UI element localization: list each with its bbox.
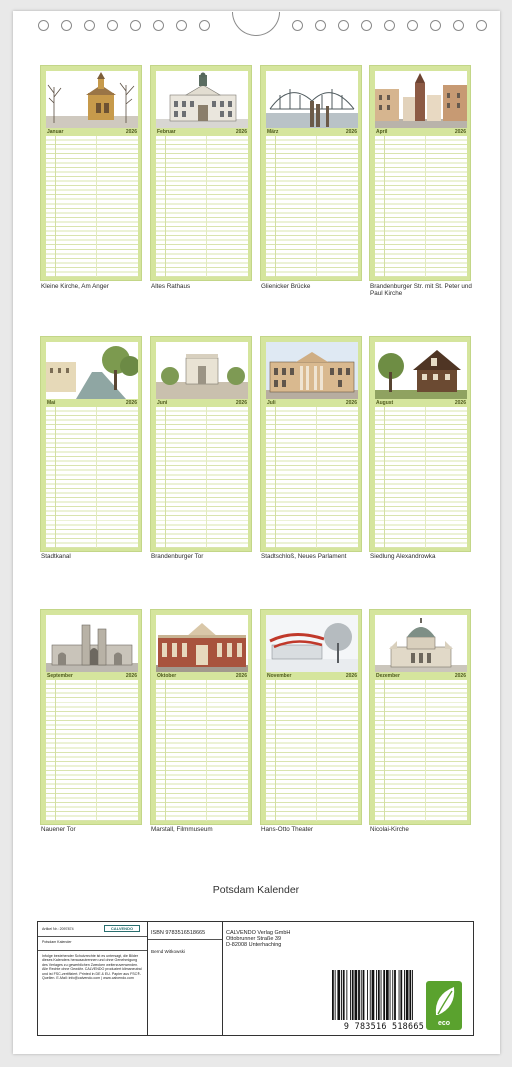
- month-year: 2026: [454, 400, 466, 406]
- calendar-title: Potsdam Kalender: [212, 884, 300, 896]
- publisher-logo: CALVENDO: [104, 925, 140, 932]
- barcode-number: 9 783516 518665: [343, 1021, 425, 1031]
- barcode-bar: [363, 970, 365, 1020]
- caption-september: Nauener Tor: [41, 826, 76, 833]
- barcode-bar: [399, 970, 400, 1020]
- barcode-bar: [390, 970, 391, 1020]
- barcode-bar: [352, 970, 354, 1020]
- month-panel-august: [369, 336, 471, 552]
- month-panel-juli: [260, 336, 362, 552]
- photo-brandenburger-str: [375, 71, 467, 128]
- month-name: September: [47, 673, 73, 679]
- month-year: 2026: [235, 129, 247, 135]
- barcode-bar: [392, 970, 393, 1020]
- month-name: April: [376, 129, 388, 135]
- caption-april: Brandenburger Str. mit St. Peter und Paul Kirche: [370, 283, 472, 298]
- leaf-icon: [426, 981, 462, 1021]
- photo-hans-otto-theater: [266, 615, 358, 672]
- month-panel-maerz: [260, 65, 362, 281]
- month-year: 2026: [125, 673, 137, 679]
- month-year: 2026: [454, 673, 466, 679]
- footer-column-publisher: [223, 922, 312, 1035]
- photo-nicolai-kirche: [375, 615, 467, 672]
- month-header: [375, 129, 467, 135]
- divider: [38, 950, 147, 951]
- month-header: [266, 129, 358, 135]
- photo-nauener-tor: [46, 615, 138, 672]
- month-name: Mai: [47, 400, 56, 406]
- publisher-city: D-82008 Unterhaching: [226, 942, 282, 948]
- footer-column-isbn: [148, 922, 223, 1035]
- photo-marstall-filmmuseum: [156, 615, 248, 672]
- month-panel-januar: [40, 65, 142, 281]
- month-panel-dezember: [369, 609, 471, 825]
- month-panel-mai: [40, 336, 142, 552]
- photo-brandenburger-tor: [156, 342, 248, 399]
- month-header: [46, 129, 138, 135]
- day-grid: [46, 136, 138, 277]
- photo-altes-rathaus: [156, 71, 248, 128]
- binding-hole: [361, 20, 372, 31]
- barcode-bar: [409, 970, 411, 1020]
- photo-siedlung-alexandrowka: [375, 342, 467, 399]
- legal-notice: Infolge bestehender Schutzrechte ist es untersagt, die Bilder dieses Kalenders herauszutrennen und ohne Genehmigung des Verlages zu gewerblichen Zwecken weiterzuverwenden. Alle Rechte ohne Gewähr. CALVENDO produziert klimaneutral und ist FSC-zertifiziert. Printed in DE & EU. Papier aus FSC®-Quellen. E-Mail: info@calvendo.com | www.calvendo.com: [42, 954, 142, 981]
- month-name: Juni: [157, 400, 168, 406]
- month-name: Oktober: [157, 673, 177, 679]
- binding-hole: [38, 20, 49, 31]
- barcode-bar: [386, 970, 389, 1020]
- binding-hole: [384, 20, 395, 31]
- divider: [148, 939, 222, 940]
- photo-kleine-kirche: [46, 71, 138, 128]
- binding-hole: [292, 20, 303, 31]
- author: Bernd Witkowski: [151, 949, 185, 954]
- day-grid: [156, 680, 248, 821]
- barcode-bar: [372, 970, 375, 1020]
- day-grid: [156, 136, 248, 277]
- month-panel-februar: [150, 65, 252, 281]
- month-year: 2026: [454, 129, 466, 135]
- caption-juli: Stadtschloß, Neues Parlament: [261, 553, 347, 560]
- article-number: Artikel Nr.: 2097874: [42, 927, 74, 931]
- month-panel-juni: [150, 336, 252, 552]
- barcode-bar: [332, 970, 334, 1020]
- barcode-bar: [381, 970, 382, 1020]
- barcode-bar: [346, 970, 347, 1020]
- barcode-bar: [350, 970, 351, 1020]
- barcode-bar: [404, 970, 405, 1020]
- caption-januar: Kleine Kirche, Am Anger: [41, 283, 109, 290]
- day-grid: [266, 407, 358, 548]
- barcode-bar: [343, 970, 345, 1020]
- day-grid: [266, 680, 358, 821]
- month-year: 2026: [125, 400, 137, 406]
- barcode: [330, 970, 438, 1020]
- binding-hole: [476, 20, 487, 31]
- eco-badge: [426, 981, 462, 1030]
- barcode-bar: [412, 970, 413, 1020]
- caption-dezember: Nicolai-Kirche: [370, 826, 409, 833]
- barcode-bar: [370, 970, 371, 1020]
- day-grid: [375, 407, 467, 548]
- day-grid: [375, 136, 467, 277]
- caption-november: Hans-Otto Theater: [261, 826, 314, 833]
- month-year: 2026: [235, 400, 247, 406]
- caption-august: Siedlung Alexandrowka: [370, 553, 436, 560]
- month-header: [375, 400, 467, 406]
- footer-info-box: [37, 921, 474, 1036]
- barcode-bar: [394, 970, 396, 1020]
- binding-hole: [107, 20, 118, 31]
- barcode-bar: [355, 970, 358, 1020]
- day-grid: [46, 407, 138, 548]
- month-year: 2026: [235, 673, 247, 679]
- month-header: [266, 400, 358, 406]
- barcode-bar: [376, 970, 377, 1020]
- barcode-bar: [378, 970, 380, 1020]
- product-title: Potsdam Kalender: [42, 940, 72, 944]
- photo-stadtkanal: [46, 342, 138, 399]
- caption-juni: Brandenburger Tor: [151, 553, 204, 560]
- month-panel-april: [369, 65, 471, 281]
- binding-hole: [199, 20, 210, 31]
- binding-hole: [338, 20, 349, 31]
- month-header: [156, 129, 248, 135]
- barcode-bar: [367, 970, 368, 1020]
- binding-hole: [453, 20, 464, 31]
- isbn: ISBN 9783516518665: [151, 930, 206, 936]
- month-year: 2026: [125, 129, 137, 135]
- month-header: [46, 673, 138, 679]
- caption-mai: Stadtkanal: [41, 553, 71, 560]
- publisher-name: CALVENDO Verlag GmbH: [226, 930, 291, 936]
- month-panel-september: [40, 609, 142, 825]
- month-name: Juli: [267, 400, 276, 406]
- month-name: August: [376, 400, 394, 406]
- binding-hole: [130, 20, 141, 31]
- eco-label: eco: [437, 1020, 451, 1027]
- photo-stadtschloss: [266, 342, 358, 399]
- footer-column-legal: [38, 922, 148, 1035]
- barcode-bar: [406, 970, 409, 1020]
- day-grid: [375, 680, 467, 821]
- day-grid: [46, 680, 138, 821]
- barcode-bar: [335, 970, 336, 1020]
- caption-maerz: Glienicker Brücke: [261, 283, 311, 290]
- month-panel-oktober: [150, 609, 252, 825]
- month-header: [156, 673, 248, 679]
- barcode-bar: [337, 970, 340, 1020]
- binding-hole: [61, 20, 72, 31]
- barcode-bar: [400, 970, 402, 1020]
- month-name: Januar: [47, 129, 64, 135]
- month-header: [266, 673, 358, 679]
- month-header: [46, 400, 138, 406]
- month-name: Dezember: [376, 673, 400, 679]
- barcode-bar: [361, 970, 362, 1020]
- binding-hole: [153, 20, 164, 31]
- barcode-bar: [383, 970, 385, 1020]
- month-header: [156, 400, 248, 406]
- binding-hole: [407, 20, 418, 31]
- day-grid: [156, 407, 248, 548]
- month-name: Februar: [157, 129, 176, 135]
- day-grid: [266, 136, 358, 277]
- binding-hole: [315, 20, 326, 31]
- month-year: 2026: [345, 129, 357, 135]
- month-name: November: [267, 673, 292, 679]
- publisher-street: Ottobrunner Straße 39: [226, 936, 282, 942]
- month-panel-november: [260, 609, 362, 825]
- binding-hole: [84, 20, 95, 31]
- month-year: 2026: [345, 673, 357, 679]
- caption-oktober: Marstall, Filmmuseum: [151, 826, 213, 833]
- month-header: [375, 673, 467, 679]
- barcode-bar: [341, 970, 342, 1020]
- divider: [38, 936, 147, 937]
- binding-hole: [176, 20, 187, 31]
- binding-hole: [430, 20, 441, 31]
- caption-februar: Altes Rathaus: [151, 283, 191, 290]
- month-name: März: [267, 129, 279, 135]
- month-year: 2026: [345, 400, 357, 406]
- barcode-bar: [358, 970, 360, 1020]
- photo-glienicker-bruecke: [266, 71, 358, 128]
